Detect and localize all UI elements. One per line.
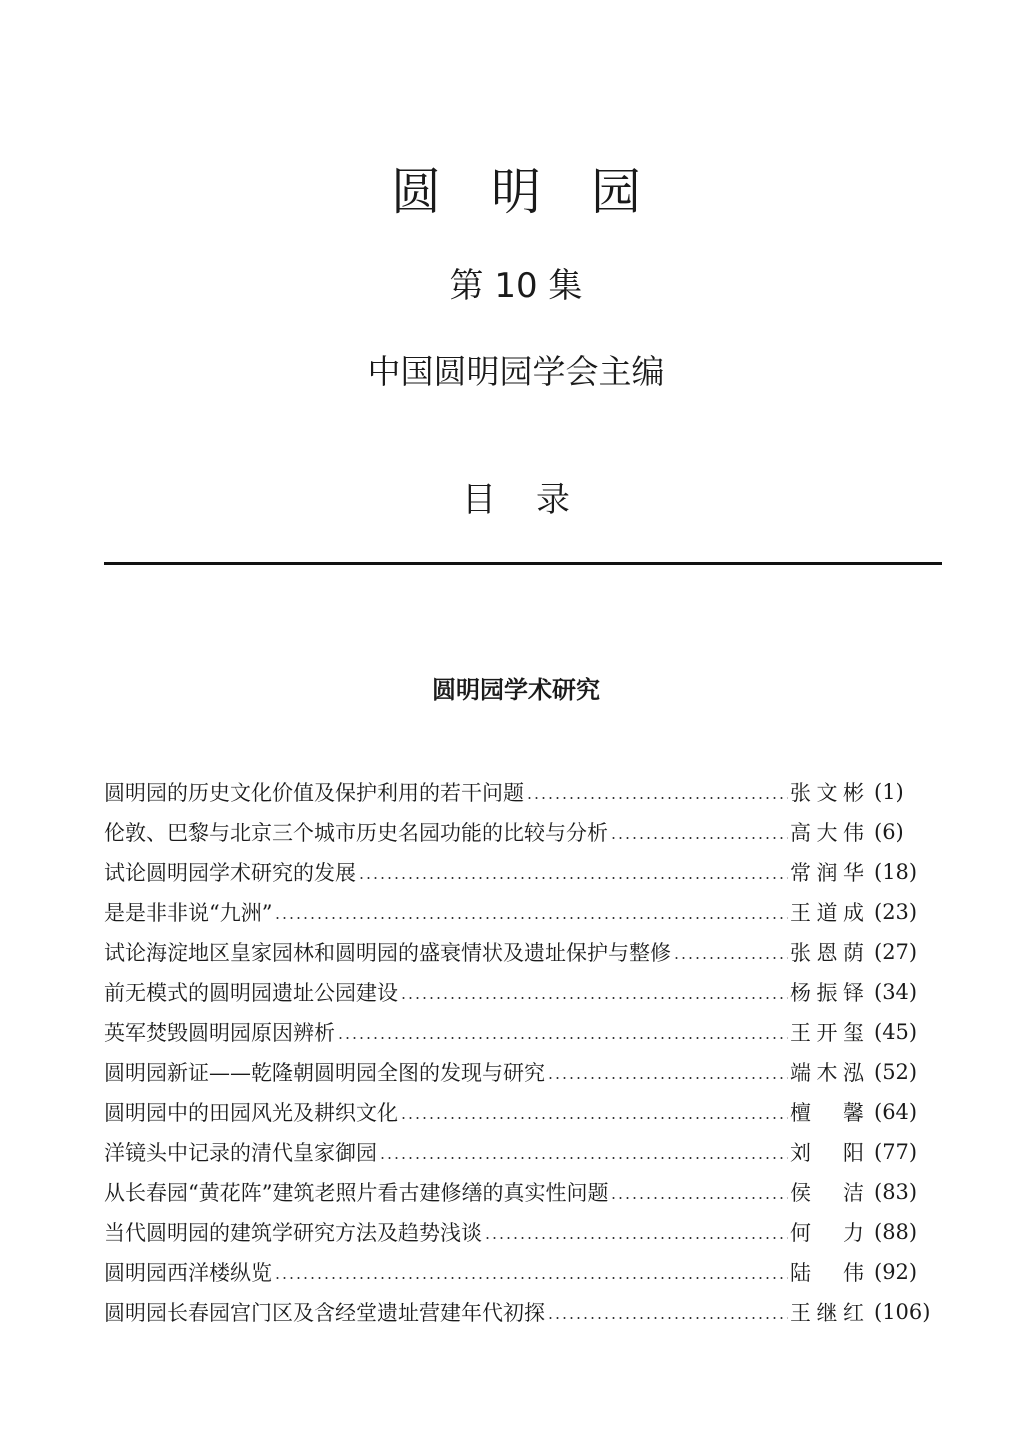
entry-title: 试论圆明园学术研究的发展 [104, 861, 356, 885]
toc-entry[interactable] [104, 892, 932, 932]
entry-page: (77) [874, 1140, 918, 1164]
heading-divider [104, 562, 942, 565]
entry-title: 圆明园中的田园风光及耕织文化 [104, 1101, 398, 1125]
entry-author: 高大伟 [790, 821, 864, 845]
entry-page: (23) [874, 900, 918, 924]
dot-leader [358, 877, 788, 879]
entry-author: 张恩荫 [790, 941, 864, 965]
entry-title: 圆明园的历史文化价值及保护利用的若干问题 [104, 781, 524, 805]
toc-entry[interactable] [104, 932, 932, 972]
dot-leader [274, 917, 788, 919]
dot-leader [547, 1317, 788, 1319]
toc-list [104, 772, 932, 1332]
entry-title: 英军焚毁圆明园原因辨析 [104, 1021, 335, 1045]
dot-leader [547, 1077, 788, 1079]
entry-title: 前无模式的圆明园遗址公园建设 [104, 981, 398, 1005]
entry-author: 刘阳 [790, 1141, 864, 1165]
entry-title: 圆明园长春园宫门区及含经堂遗址营建年代初探 [104, 1301, 545, 1325]
entry-page: (1) [874, 780, 904, 804]
entry-author: 端木泓 [790, 1061, 864, 1085]
toc-entry[interactable] [104, 1052, 932, 1092]
editor-line: 中国圆明园学会主编 [367, 352, 665, 391]
entry-title: 试论海淀地区皇家园林和圆明园的盛衰情状及遗址保护与整修 [104, 941, 671, 965]
entry-page: (34) [874, 980, 918, 1004]
toc-entry[interactable] [104, 1212, 932, 1252]
dot-leader [610, 1197, 788, 1199]
entry-page: (83) [874, 1180, 918, 1204]
toc-entry[interactable] [104, 772, 932, 812]
dot-leader [274, 1277, 788, 1279]
toc-heading: 目录 [462, 480, 610, 520]
dot-leader [337, 1037, 788, 1039]
entry-author: 王继红 [790, 1301, 864, 1325]
entry-page: (64) [874, 1100, 918, 1124]
section-title: 圆明园学术研究 [432, 676, 600, 704]
entry-page: (45) [874, 1020, 918, 1044]
entry-author: 张文彬 [790, 781, 864, 805]
book-title: 圆明园 [391, 163, 691, 221]
dot-leader [484, 1237, 788, 1239]
toc-entry[interactable] [104, 812, 932, 852]
entry-author: 何力 [790, 1221, 864, 1245]
toc-entry[interactable] [104, 852, 932, 892]
entry-author: 王道成 [790, 901, 864, 925]
toc-entry[interactable] [104, 1132, 932, 1172]
toc-entry[interactable] [104, 1252, 932, 1292]
entry-author: 常润华 [790, 861, 864, 885]
dot-leader [400, 1117, 788, 1119]
dot-leader [379, 1157, 788, 1159]
entry-page: (6) [874, 820, 904, 844]
entry-title: 当代圆明园的建筑学研究方法及趋势浅谈 [104, 1221, 482, 1245]
entry-author: 王开玺 [790, 1021, 864, 1045]
entry-page: (92) [874, 1260, 918, 1284]
entry-author: 檀馨 [790, 1101, 864, 1125]
entry-title: 伦敦、巴黎与北京三个城市历史名园功能的比较与分析 [104, 821, 608, 845]
entry-page: (27) [874, 940, 918, 964]
entry-title: 是是非非说“九洲” [104, 901, 273, 925]
entry-title: 从长春园“黄花阵”建筑老照片看古建修缮的真实性问题 [104, 1181, 609, 1205]
dot-leader [400, 997, 788, 999]
entry-title: 圆明园西洋楼纵览 [104, 1261, 272, 1285]
entry-title: 圆明园新证——乾隆朝圆明园全图的发现与研究 [104, 1061, 545, 1085]
toc-entry[interactable] [104, 1092, 932, 1132]
entry-author: 陆伟 [790, 1261, 864, 1285]
dot-leader [526, 797, 788, 799]
dot-leader [673, 957, 788, 959]
toc-entry[interactable] [104, 1172, 932, 1212]
entry-title: 洋镜头中记录的清代皇家御园 [104, 1141, 377, 1165]
entry-author: 侯洁 [790, 1181, 864, 1205]
entry-page: (88) [874, 1220, 918, 1244]
entry-page: (52) [874, 1060, 918, 1084]
entry-page: (18) [874, 860, 918, 884]
entry-author: 杨振铎 [790, 981, 864, 1005]
toc-entry[interactable] [104, 1012, 932, 1052]
toc-entry[interactable] [104, 1292, 932, 1332]
toc-entry[interactable] [104, 972, 932, 1012]
volume-number: 第 10 集 [449, 266, 583, 306]
dot-leader [610, 837, 788, 839]
entry-page: (106) [874, 1300, 931, 1324]
